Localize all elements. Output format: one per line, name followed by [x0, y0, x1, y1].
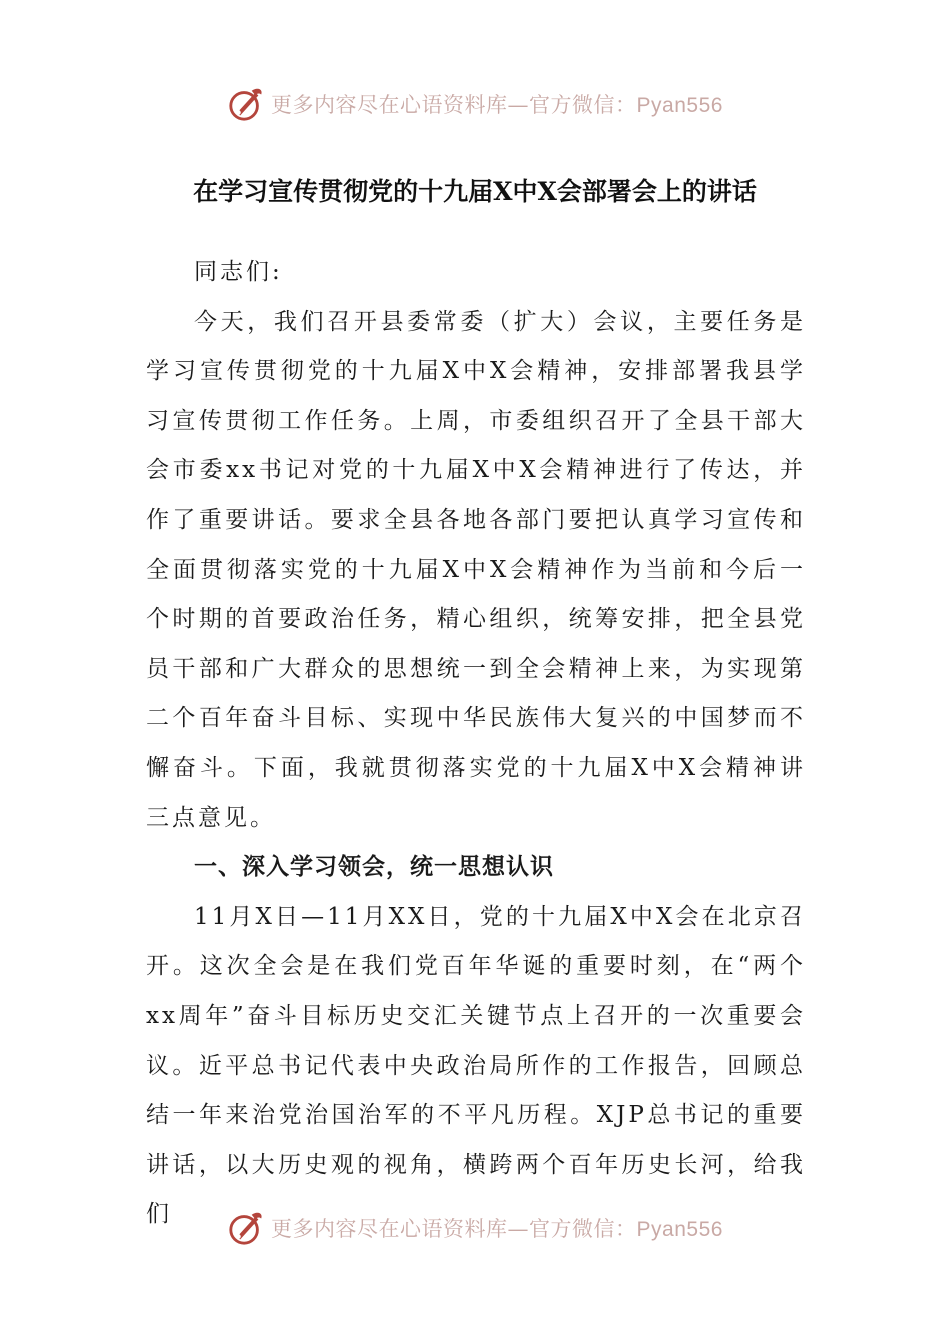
paragraph-intro: 今天，我们召开县委常委（扩大）会议，主要任务是学习宣传贯彻党的十九届X中X会精神，安排部署我县学习宣传贯彻工作任务。上周，市委组织召开了全县干部大会市委xx书记对党的十九届X中X会精神进行了传达，并作了重要讲话。要求全县各地各部门要把认真学习宣传和全面贯彻落实党的十九届X中X会精神作为当前和今后一个时期的首要政治任务，精心组织，统筹安排，把全县党员干部和广大群众的思想统一到全会精神上来，为实现第二个百年奋斗目标、实现中华民族伟大复兴的中国梦而不懈奋斗。下面，我就贯彻落实党的十九届X中X会精神讲三点意见。 — [146, 308, 806, 831]
document-body — [146, 248, 806, 1240]
banner-text: 更多内容尽在心语资料库—官方微信：Pyan556 — [271, 93, 723, 117]
page-title: 在学习宣传贯彻党的十九届X中X会部署会上的讲话 — [193, 177, 757, 206]
banner-text: 更多内容尽在心语资料库—官方微信：Pyan556 — [271, 1217, 723, 1241]
quill-logo-icon — [227, 1209, 265, 1247]
footer-watermark-banner — [0, 1208, 950, 1248]
paragraph-section-1: 11月X日—11月XX日，党的十九届X中X会在北京召开。这次全会是在我们党百年华诞的重要时刻，在“两个xx周年”奋斗目标历史交汇关键节点上召开的一次重要会议。近平总书记代表中央政治局所作的工作报告，回顾总结一年来治党治国治军的不平凡历程。XJP总书记的重要讲话，以大历史观的视角，横跨两个百年历史长河，给我们 — [146, 903, 806, 1228]
salutation: 同志们: — [194, 259, 283, 285]
banner-handle: Pyan556 — [636, 94, 723, 117]
quill-logo-icon — [227, 85, 265, 123]
section-heading-1: 一、深入学习领会，统一思想认识 — [194, 854, 554, 881]
header-watermark-banner — [0, 84, 950, 124]
banner-handle: Pyan556 — [636, 1218, 723, 1241]
